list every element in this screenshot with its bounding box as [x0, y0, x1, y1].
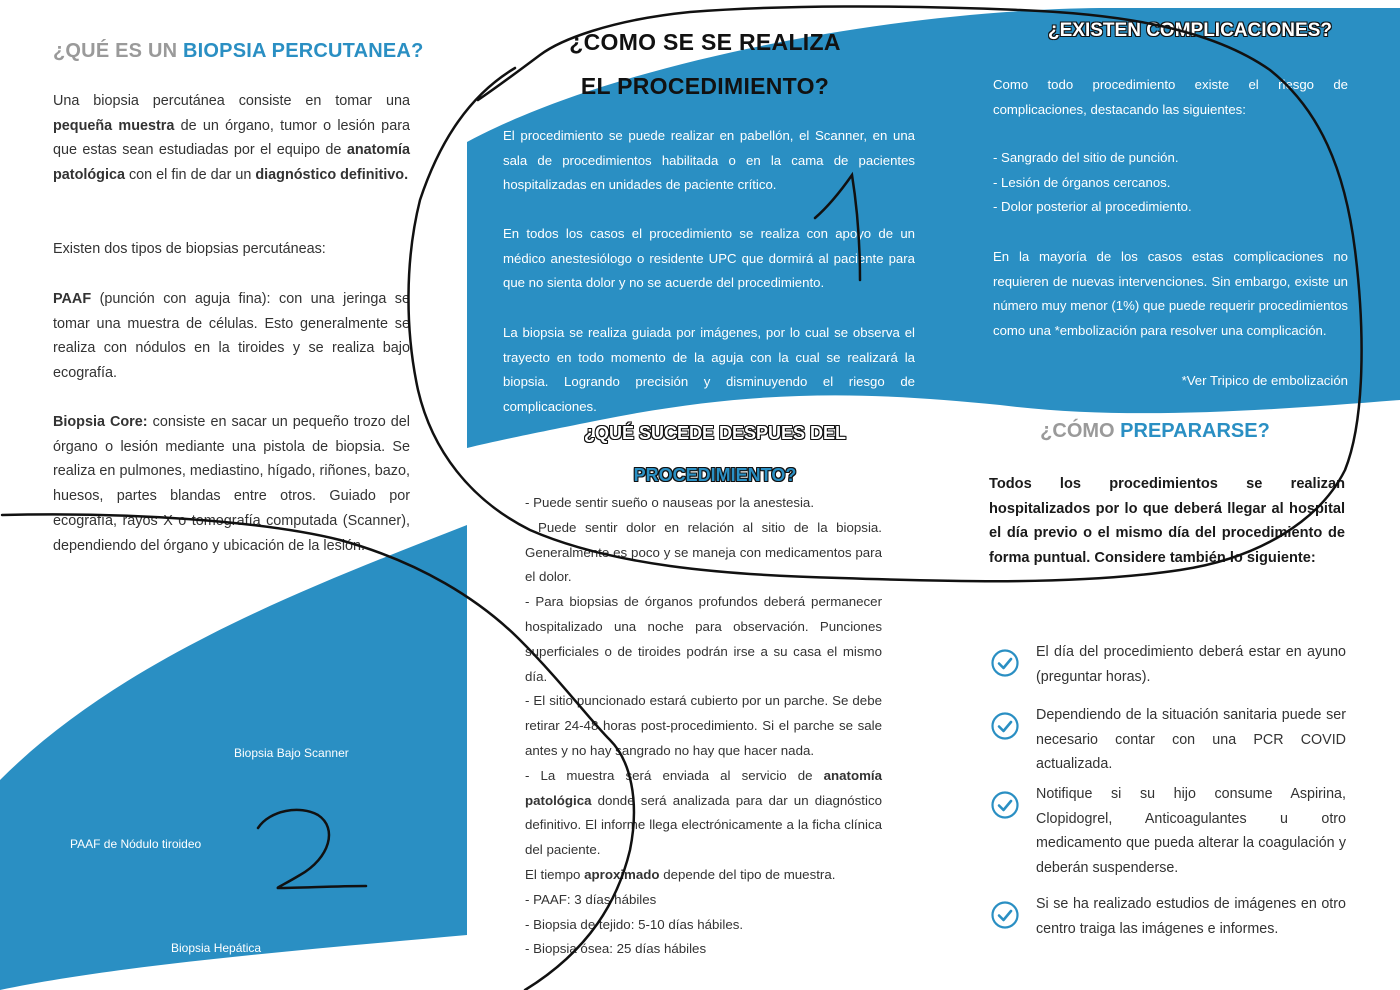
list-item: - Para biopsias de órganos profundos deberá permanecer hospitalizado una noche para observación. Punciones superficiales o de tiroides podrán irse a su casa el mismo día.: [525, 594, 882, 684]
list-item: - El sitio puncionado estará cubierto por un parche. Se debe retirar 24-48 horas post-procedimiento. Si el parche se sale antes y no hay sangrado no hay que hacer nada.: [525, 693, 882, 758]
checklist-item: El día del procedimiento deberá estar en ayuno (preguntar horas).: [990, 640, 1348, 689]
list-item: El tiempo aproximado depende del tipo de muestra.: [525, 866, 836, 882]
title-accent: BIOPSIA PERCUTANEA?: [183, 40, 424, 62]
core-biopsy-paragraph: Biopsia Core: consiste en sacar un pequeño trozo del órgano o lesión mediante una pistola de biopsia. Se realiza en pulmones, mediastino, hígado, riñones, bazo, huesos, partes blandas entre otros. Guiado por ecografía, rayos X o tomografía computada (Scanner), dependiendo del órgano y ubicación de la lesión.: [53, 414, 411, 554]
after-procedure-list: [525, 491, 882, 962]
list-item: - Biopsia de tejido: 5-10 días hábiles.: [525, 916, 744, 932]
preparation-title: ¿CÓMO PREPARARSE?: [1040, 420, 1270, 442]
title-prefix: ¿QUÉ ES UN: [53, 40, 183, 62]
list-item: - Sangrado del sitio de punción.: [993, 150, 1179, 165]
check-circle-icon: [990, 900, 1020, 930]
preparation-paragraph: Todos los procedimientos se realizan hospitalizados por lo que deberá llegar al hospital el día previo o el mismo día del procedimiento de forma puntual. Considere también lo siguiente:: [989, 476, 1345, 567]
procedure-paragraph-2: En todos los casos el procedimiento se realiza con apoyo de un médico anestesiólogo o residente UPC que dormirá al paciente para que no sienta dolor y no se acuerde del procedimiento.: [503, 226, 915, 291]
check-circle-icon: [990, 648, 1020, 678]
list-item: - Dolor posterior al procedimiento.: [993, 199, 1192, 215]
list-item: - PAAF: 3 días hábiles: [525, 891, 657, 907]
complications-note: En la mayoría de los casos estas complicaciones no requieren de nuevas intervenciones. Sin embargo, existe un número muy menor (1%) que puede requerir procedimientos como una *embolización para resolver una complicación.: [993, 249, 1348, 339]
list-item: - Puede sentir dolor en relación al sitio de la biopsia. Generalmente es poco y se maneja con medicamentos para el dolor.: [525, 519, 882, 585]
caption-liver-biopsy: Biopsia Hepática: [171, 941, 262, 955]
caption-scanner-biopsy: Biopsia Bajo Scanner: [234, 746, 349, 760]
checklist-item: Dependiendo de la situación sanitaria puede ser necesario contar con una PCR COVID actualizada.: [990, 703, 1348, 777]
biopsy-definition-title: [53, 40, 423, 63]
caption-thyroid-paaf: PAAF de Nódulo tiroideo: [70, 837, 202, 851]
complications-title: ¿EXISTEN COMPLICACIONES?: [1048, 20, 1332, 41]
check-circle-icon: [990, 711, 1020, 741]
list-item: - Lesión de órganos cercanos.: [993, 174, 1171, 190]
list-item: - Puede sentir sueño o nauseas por la anestesia.: [525, 495, 815, 510]
embolization-reference: *Ver Tripico de embolización: [1181, 373, 1348, 388]
paaf-paragraph: PAAF (punción con aguja fina): con una jeringa se tomar una muestra de células. Esto generalmente se realiza con nódulos en la tiroides y se realiza bajo ecografía.: [53, 291, 410, 382]
procedure-paragraph-1: El procedimiento se puede realizar en pabellón, el Scanner, en una sala de procedimientos habilitada o en la cama de pacientes hospitalizadas en unidades de paciente crítico.: [503, 128, 915, 193]
complications-intro: Como todo procedimiento existe el riesgo de complicaciones, destacando las siguientes:: [993, 77, 1348, 117]
checklist-item: Notifique si su hijo consume Aspirina, Clopidogrel, Anticoagulantes u otro medicamento que pueda alterar la coagulación y deberán suspenderse.: [990, 782, 1348, 881]
complications-list: [993, 146, 1348, 220]
biopsy-types-intro: Existen dos tipos de biopsias percutáneas:: [53, 241, 326, 257]
list-item: - Biopsia ósea: 25 días hábiles: [525, 941, 707, 957]
procedure-title: ¿COMO SE SE REALIZA EL PROCEDIMIENTO?: [569, 29, 841, 99]
checklist-item: Si se ha realizado estudios de imágenes en otro centro traiga las imágenes e informes.: [990, 892, 1348, 941]
procedure-paragraph-3: La biopsia se realiza guiada por imágenes, por lo cual se observa el trayecto en todo momento de la aguja con la cual se realizará la biopsia. Logrando precisión y disminuyendo el riesgo de complicaciones.: [503, 325, 915, 415]
after-procedure-title: ¿QUÉ SUCEDE DESPUES DEL PROCEDIMIENTO?: [583, 423, 847, 485]
check-circle-icon: [990, 790, 1020, 820]
biopsy-definition-paragraph: Una biopsia percutánea consiste en tomar una pequeña muestra de un órgano, tumor o lesión para que estas sean estudiadas por el equipo de anatomía patológica con el fin de dar un diagnóstico definitivo.: [53, 93, 410, 184]
list-item: - La muestra será enviada al servicio de anatomía patológica donde será analizada para dar un diagnóstico definitivo. El informe llega electrónicamente a la ficha clínica del paciente.: [525, 767, 882, 858]
